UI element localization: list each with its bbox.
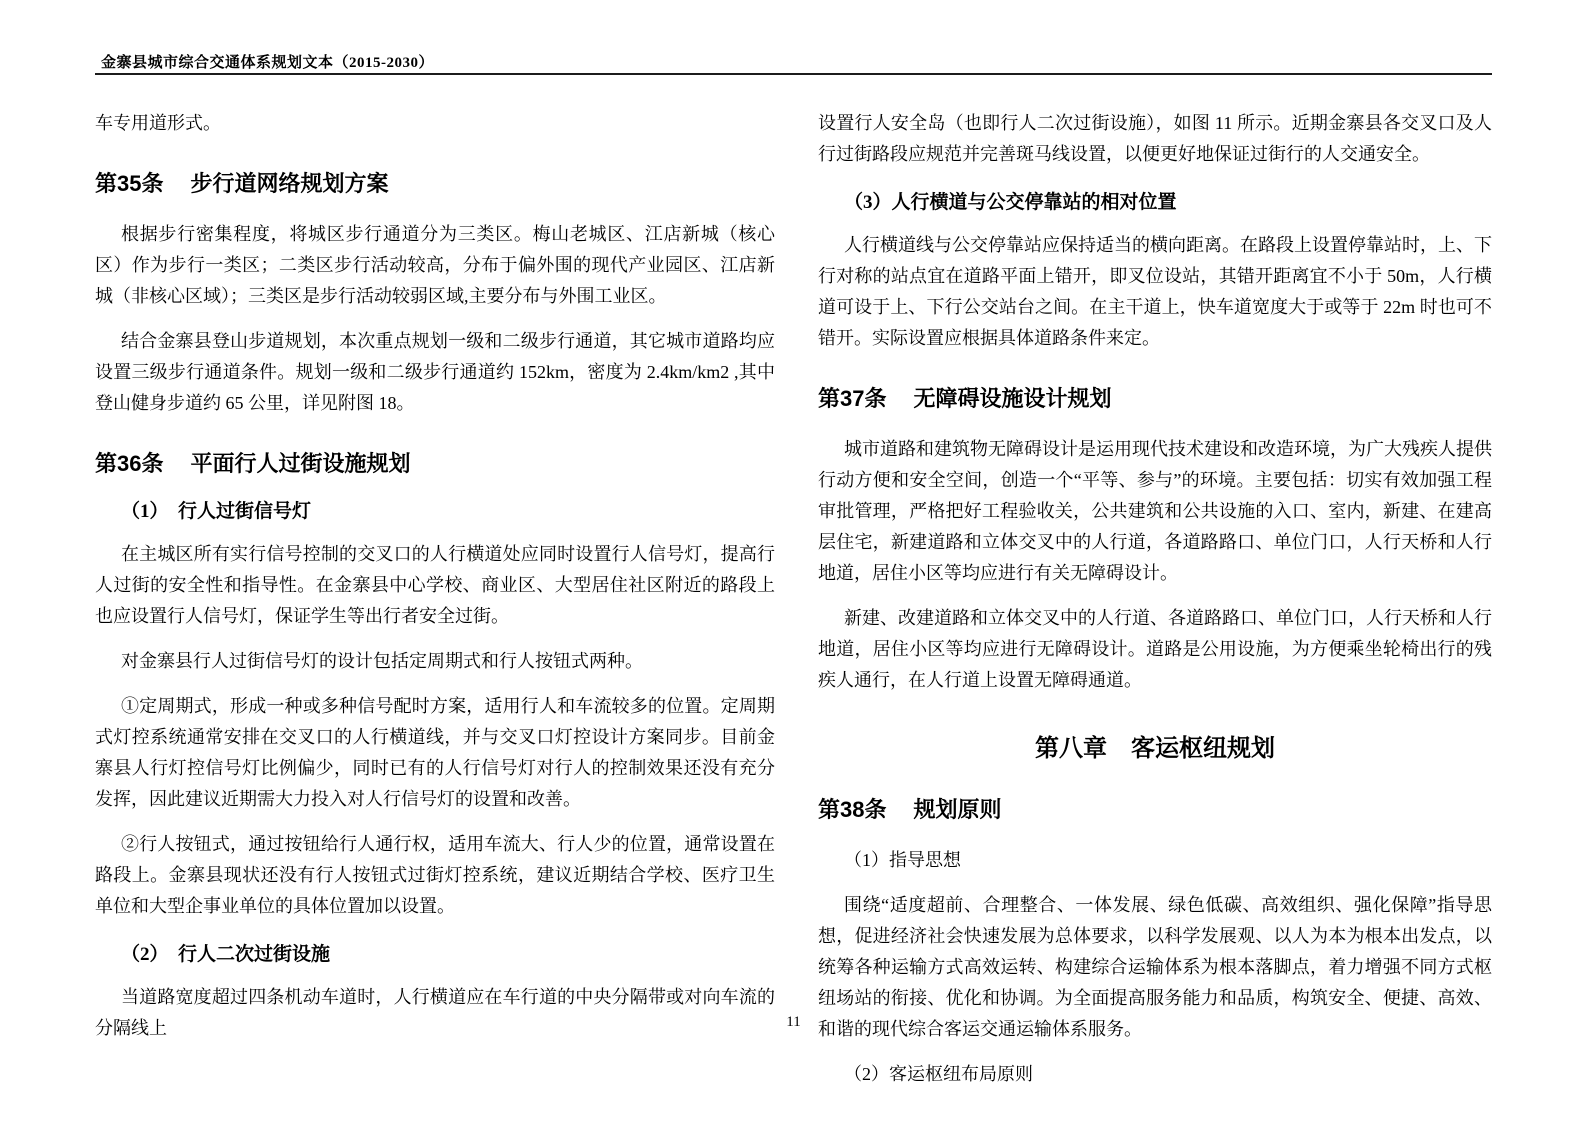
chapter-heading-8 — [818, 732, 1492, 765]
article-title: 无障碍设施设计规划 — [913, 386, 1112, 411]
subheading-1: （1） 行人过街信号灯 — [121, 501, 312, 522]
article-number: 第36条 — [95, 451, 164, 476]
paragraph-continuation: 车专用道形式。 — [95, 113, 221, 133]
article-number: 第38条 — [818, 797, 887, 822]
article-heading-36 — [95, 449, 775, 479]
paragraph: 当道路宽度超过四条机动车道时，人行横道应在车行道的中央分隔带或对向车流的分隔线上 — [95, 987, 775, 1038]
article-number: 第37条 — [818, 386, 887, 411]
paragraph: 根据步行密集程度，将城区步行通道分为三类区。梅山老城区、江店新城（核心区）作为步行一类区；二类区步行活动较高，分布于偏外围的现代产业园区、江店新城（非核心区域）；三类区是步行活动较弱区域,主要分布与外围工业区。 — [95, 224, 775, 306]
page-number: 11 — [786, 1014, 801, 1030]
paragraph: 城市道路和建筑物无障碍设计是运用现代技术建设和改造环境，为广大残疾人提供行动方便和安全空间，创造一个“平等、参与”的环境。主要包括：切实有效加强工程审批管理，严格把好工程验收关，公共建筑和公共设施的入口、室内，新建、在建高层住宅，新建道路和立体交叉中的人行道，各道路路口、单位门口，人行天桥和人行地道，居住小区等均应进行有关无障碍设计。 — [818, 439, 1492, 583]
article-number: 第35条 — [95, 171, 164, 196]
paragraph: 对金寨县行人过街信号灯的设计包括定周期式和行人按钮式两种。 — [121, 651, 643, 671]
article-title: 平面行人过街设施规划 — [190, 451, 411, 476]
list-item: （2）客运枢纽布局原则 — [844, 1064, 1033, 1084]
header-divider — [95, 73, 1492, 75]
chapter-number: 第八章 — [1035, 735, 1107, 762]
paragraph: ②行人按钮式，通过按钮给行人通行权，适用车流大、行人少的位置，通常设置在路段上。金寨县现状还没有行人按钮式过街灯控系统，建议近期结合学校、医疗卫生单位和大型企事业单位的具体位置加以设置。 — [95, 834, 775, 916]
chapter-title: 客运枢纽规划 — [1131, 735, 1275, 762]
paragraph: 结合金寨县登山步道规划，本次重点规划一级和二级步行通道，其它城市道路均应设置三级步行通道条件。规划一级和二级步行通道约 152km，密度为 2.4km/km2 ,其中登山健身步道约 65 公里，详见附图 18。 — [95, 331, 775, 413]
left-column — [95, 108, 775, 1058]
paragraph: 围绕“适度超前、合理整合、一体发展、绿色低碳、高效组织、强化保障”指导思想，促进经济社会快速发展为总体要求，以科学发展观、以人为本为根本出发点，以统筹各种运输方式高效运转、构建综合运输体系为根本落脚点，着力增强不同方式枢纽场站的衔接、优化和协调。为全面提高服务能力和品质，构筑安全、便捷、高效、和谐的现代综合客运交通运输体系服务。 — [818, 895, 1492, 1039]
article-title: 步行道网络规划方案 — [190, 171, 389, 196]
article-heading-37 — [818, 384, 1492, 414]
article-heading-38 — [818, 795, 1492, 825]
paragraph-continuation: 设置行人安全岛（也即行人二次过街设施），如图 11 所示。近期金寨县各交叉口及人行过街路段应规范并完善斑马线设置，以便更好地保证过街行的人交通安全。 — [818, 113, 1492, 164]
list-item: （1）指导思想 — [844, 850, 961, 870]
subheading-2: （2） 行人二次过街设施 — [121, 944, 331, 965]
article-heading-35 — [95, 169, 775, 199]
paragraph: ①定周期式，形成一种或多种信号配时方案，适用行人和车流较多的位置。定周期式灯控系统通常安排在交叉口的人行横道线，并与交叉口灯控设计方案同步。目前金寨县人行灯控信号灯比例偏少，同时已有的人行信号灯对行人的控制效果还没有充分发挥，因此建议近期需大力投入对人行信号灯的设置和改善。 — [95, 696, 775, 809]
paragraph: 在主城区所有实行信号控制的交叉口的人行横道处应同时设置行人信号灯，提高行人过街的安全性和指导性。在金寨县中心学校、商业区、大型居住社区附近的路段上也应设置行人信号灯，保证学生等出行者安全过街。 — [95, 544, 775, 626]
article-title: 规划原则 — [913, 797, 1002, 822]
right-column — [818, 108, 1492, 1104]
paragraph: 新建、改建道路和立体交叉中的人行道、各道路路口、单位门口，人行天桥和人行地道，居住小区等均应进行无障碍设计。道路是公用设施，为方便乘坐轮椅出行的残疾人通行，在人行道上设置无障碍通道。 — [818, 608, 1492, 690]
subheading-3: （3）人行横道与公交停靠站的相对位置 — [844, 192, 1177, 213]
paragraph: 人行横道线与公交停靠站应保持适当的横向距离。在路段上设置停靠站时，上、下行对称的站点宜在道路平面上错开，即叉位设站，其错开距离宜不小于 50m，人行横道可设于上、下行公交站台之间。在主干道上，快车道宽度大于或等于 22m 时也可不错开。实际设置应根据具体道路条件来定。 — [818, 235, 1492, 348]
page-header-title: 金寨县城市综合交通体系规划文本（2015-2030） — [101, 55, 434, 71]
